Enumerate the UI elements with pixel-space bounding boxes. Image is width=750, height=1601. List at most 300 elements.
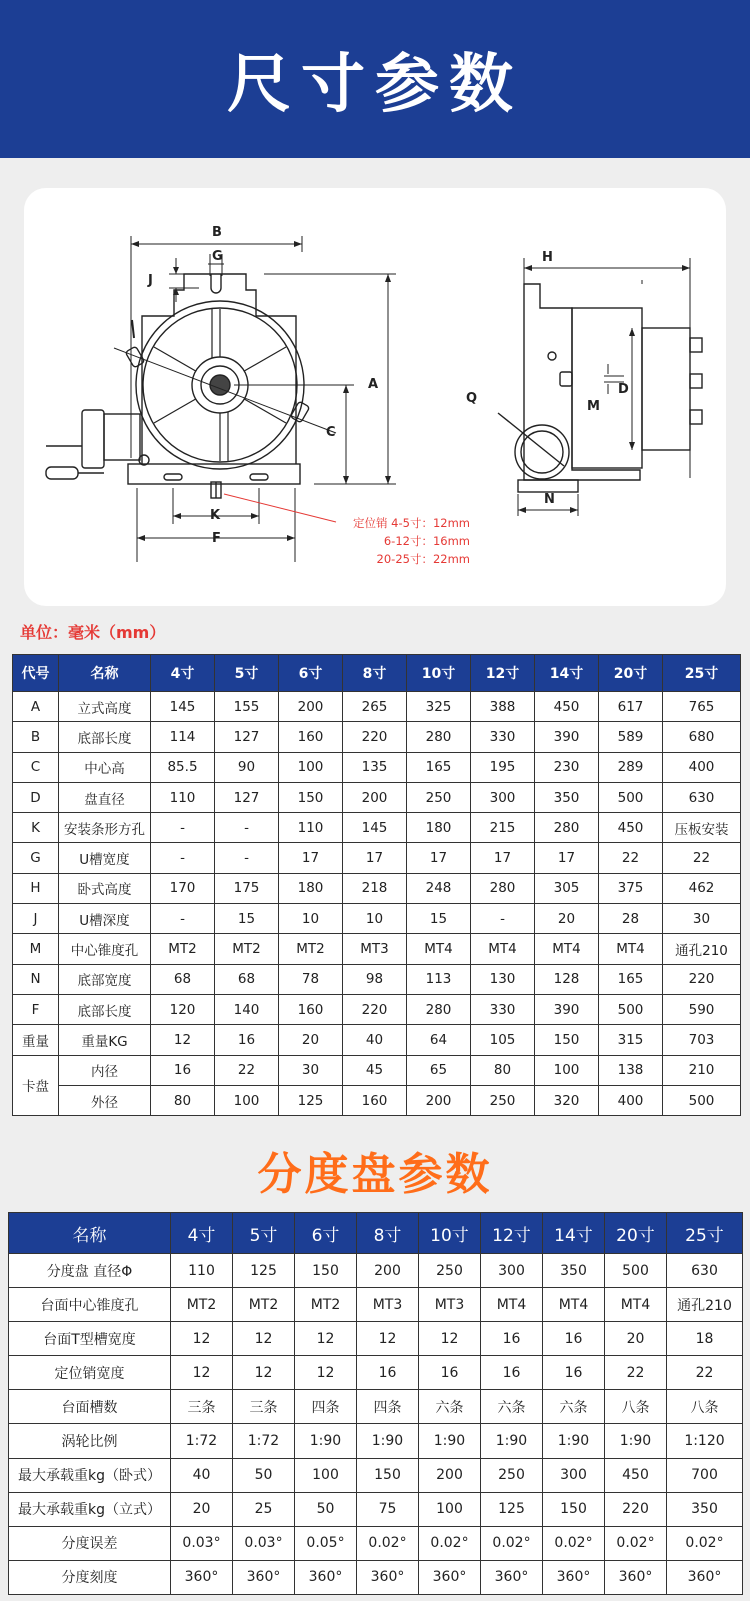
- table-cell: 135: [343, 752, 407, 782]
- table-cell: U槽宽度: [59, 843, 151, 873]
- table-cell: 17: [471, 843, 535, 873]
- table-cell: MT2: [215, 934, 279, 964]
- table-cell: 立式高度: [59, 692, 151, 722]
- table-cell: M: [13, 934, 59, 964]
- table-cell: 280: [407, 722, 471, 752]
- table-cell: 390: [535, 994, 599, 1024]
- table-cell: 12: [295, 1356, 357, 1390]
- table-cell: 150: [543, 1492, 605, 1526]
- table-cell: 底部宽度: [59, 964, 151, 994]
- table-cell: 127: [215, 782, 279, 812]
- table-cell: 80: [471, 1055, 535, 1085]
- table-cell: 150: [535, 1025, 599, 1055]
- header-cell: 5寸: [233, 1213, 295, 1254]
- table-cell: 400: [663, 752, 741, 782]
- label-g: G: [212, 249, 223, 264]
- table-cell: 220: [343, 994, 407, 1024]
- table-cell: 18: [667, 1322, 743, 1356]
- table-cell: 120: [151, 994, 215, 1024]
- table-cell: 160: [279, 994, 343, 1024]
- header-cell: 25寸: [667, 1213, 743, 1254]
- table-row: [13, 964, 741, 994]
- table-cell: 16: [543, 1322, 605, 1356]
- table-cell: 中心高: [59, 752, 151, 782]
- table-cell: -: [215, 843, 279, 873]
- table-cell: 八条: [667, 1390, 743, 1424]
- table-cell: 台面中心锥度孔: [9, 1288, 171, 1322]
- table-cell: 100: [215, 1085, 279, 1115]
- table-cell: 200: [419, 1458, 481, 1492]
- table-cell: 12: [171, 1356, 233, 1390]
- table-cell: 通孔210: [667, 1288, 743, 1322]
- pin-note: [320, 514, 470, 568]
- table-cell: 定位销宽度: [9, 1356, 171, 1390]
- header-cell: 14寸: [535, 655, 599, 692]
- table-cell: 450: [599, 813, 663, 843]
- table-cell: 台面槽数: [9, 1390, 171, 1424]
- table-cell: 78: [279, 964, 343, 994]
- table-cell: 重量: [13, 1025, 59, 1055]
- table-cell: 三条: [233, 1390, 295, 1424]
- table-cell: F: [13, 994, 59, 1024]
- table-cell: 台面T型槽宽度: [9, 1322, 171, 1356]
- table-row: [13, 722, 741, 752]
- table-cell: 250: [407, 782, 471, 812]
- table-cell: 重量KG: [59, 1025, 151, 1055]
- header-cell: 4寸: [171, 1213, 233, 1254]
- table-cell: 16: [215, 1025, 279, 1055]
- table-cell: 16: [543, 1356, 605, 1390]
- table-cell: 305: [535, 873, 599, 903]
- table-cell: 360°: [357, 1560, 419, 1594]
- table-cell: 30: [663, 904, 741, 934]
- table-cell: 218: [343, 873, 407, 903]
- table-cell: 50: [295, 1492, 357, 1526]
- dimension-table: [12, 654, 741, 1116]
- table-cell: MT4: [599, 934, 663, 964]
- table-cell: 六条: [419, 1390, 481, 1424]
- table-cell: 22: [663, 843, 741, 873]
- pin-note-line-3: 20-25寸：22mm: [376, 552, 470, 566]
- table-cell: 140: [215, 994, 279, 1024]
- base-slot-left: [164, 474, 182, 480]
- table-cell: 170: [151, 873, 215, 903]
- table-cell: 六条: [543, 1390, 605, 1424]
- header-cell: 8寸: [357, 1213, 419, 1254]
- table-cell: 分度盘 直径Φ: [9, 1254, 171, 1288]
- table-cell: 内径: [59, 1055, 151, 1085]
- header-cell: 10寸: [407, 655, 471, 692]
- table-cell: 138: [599, 1055, 663, 1085]
- table-cell: 165: [599, 964, 663, 994]
- table-cell: 28: [599, 904, 663, 934]
- table-cell: 20: [171, 1492, 233, 1526]
- table-cell: MT3: [419, 1288, 481, 1322]
- table-row: [9, 1424, 743, 1458]
- handwheel-knob: [46, 467, 78, 479]
- table-cell: 150: [295, 1254, 357, 1288]
- table-cell: 200: [343, 782, 407, 812]
- table-cell: C: [13, 752, 59, 782]
- table-cell: 17: [343, 843, 407, 873]
- table-cell: 280: [535, 813, 599, 843]
- index-table: [8, 1212, 743, 1595]
- table-cell: 110: [171, 1254, 233, 1288]
- table-cell: 22: [599, 843, 663, 873]
- table-cell: 六条: [481, 1390, 543, 1424]
- table-cell: 12: [419, 1322, 481, 1356]
- table-cell: 四条: [295, 1390, 357, 1424]
- table-cell: 130: [471, 964, 535, 994]
- table-cell: 0.02°: [667, 1526, 743, 1560]
- table-cell: 1:90: [419, 1424, 481, 1458]
- table-cell: 700: [667, 1458, 743, 1492]
- label-a: A: [368, 377, 379, 392]
- table-cell: 通孔210: [663, 934, 741, 964]
- table-cell: 1:72: [171, 1424, 233, 1458]
- table-cell: D: [13, 782, 59, 812]
- table-cell: 12: [171, 1322, 233, 1356]
- table-cell: 150: [279, 782, 343, 812]
- table-cell: 375: [599, 873, 663, 903]
- table-cell: 113: [407, 964, 471, 994]
- table-cell: 125: [279, 1085, 343, 1115]
- table-cell: B: [13, 722, 59, 752]
- table-cell: 1:90: [543, 1424, 605, 1458]
- table-cell: 210: [663, 1055, 741, 1085]
- table-cell: -: [151, 904, 215, 934]
- table-cell: 40: [343, 1025, 407, 1055]
- table-cell: 安装条形方孔: [59, 813, 151, 843]
- table-cell: 500: [599, 994, 663, 1024]
- table-cell: 703: [663, 1025, 741, 1055]
- table-cell: 22: [215, 1055, 279, 1085]
- table-row: [13, 1025, 741, 1055]
- table-cell: A: [13, 692, 59, 722]
- table-cell: 12: [151, 1025, 215, 1055]
- table-cell: 230: [535, 752, 599, 782]
- table-cell: 360°: [171, 1560, 233, 1594]
- table-cell: 630: [667, 1254, 743, 1288]
- table-cell: MT2: [171, 1288, 233, 1322]
- table-row: [13, 873, 741, 903]
- table-cell: 320: [535, 1085, 599, 1115]
- table-row: [13, 904, 741, 934]
- table-cell: 16: [481, 1356, 543, 1390]
- table-cell: 680: [663, 722, 741, 752]
- table-cell: -: [471, 904, 535, 934]
- table-row: [9, 1390, 743, 1424]
- index-section-title: 分度盘参数: [257, 1149, 493, 1200]
- table-cell: 64: [407, 1025, 471, 1055]
- table-cell: 145: [151, 692, 215, 722]
- handwheel: [82, 410, 104, 468]
- table-cell: 98: [343, 964, 407, 994]
- table-cell: 22: [667, 1356, 743, 1390]
- table-cell: 150: [357, 1458, 419, 1492]
- table-row: [9, 1254, 743, 1288]
- table-cell: MT4: [481, 1288, 543, 1322]
- table-cell: 160: [343, 1085, 407, 1115]
- table-cell: MT4: [407, 934, 471, 964]
- table-cell: 315: [599, 1025, 663, 1055]
- table-cell: 1:72: [233, 1424, 295, 1458]
- table-cell: 114: [151, 722, 215, 752]
- table-cell: MT4: [535, 934, 599, 964]
- table-cell: 165: [407, 752, 471, 782]
- side-dimension-lines: [518, 258, 690, 516]
- table-cell: 0.03°: [171, 1526, 233, 1560]
- table-cell: 0.03°: [233, 1526, 295, 1560]
- table-cell: 八条: [605, 1390, 667, 1424]
- table-cell: 350: [667, 1492, 743, 1526]
- header-cell: 6寸: [279, 655, 343, 692]
- table-cell: 350: [535, 782, 599, 812]
- table-cell: 289: [599, 752, 663, 782]
- table-cell: 10: [279, 904, 343, 934]
- table-cell: 360°: [295, 1560, 357, 1594]
- table-cell: 589: [599, 722, 663, 752]
- table-cell: 0.02°: [481, 1526, 543, 1560]
- title-banner: [0, 0, 750, 158]
- table-row: [9, 1322, 743, 1356]
- table-cell: 105: [471, 1025, 535, 1055]
- table-cell: 最大承载重kg（卧式）: [9, 1458, 171, 1492]
- table-cell: 330: [471, 722, 535, 752]
- label-j: J: [148, 273, 153, 288]
- table-cell: 40: [171, 1458, 233, 1492]
- unit-label: 单位：毫米（mm）: [20, 623, 166, 642]
- table-cell: 50: [233, 1458, 295, 1492]
- table-row: [13, 1055, 741, 1085]
- worm-housing: [104, 414, 140, 460]
- table-cell: 16: [481, 1322, 543, 1356]
- table-row: [13, 994, 741, 1024]
- table-cell: 底部长度: [59, 722, 151, 752]
- table-cell: 330: [471, 994, 535, 1024]
- table-row: [13, 934, 741, 964]
- table-cell: 360°: [481, 1560, 543, 1594]
- chuck-label-cell: 卡盘: [13, 1055, 59, 1116]
- table-cell: MT4: [543, 1288, 605, 1322]
- table-cell: 500: [663, 1085, 741, 1115]
- table-cell: 12: [233, 1322, 295, 1356]
- table-row: [9, 1458, 743, 1492]
- label-f: F: [212, 531, 221, 546]
- table-row: [9, 1526, 743, 1560]
- table-cell: 16: [151, 1055, 215, 1085]
- table-cell: 15: [215, 904, 279, 934]
- side-chuck-body: [642, 328, 690, 450]
- table-cell: 0.02°: [605, 1526, 667, 1560]
- header-cell: 4寸: [151, 655, 215, 692]
- table-cell: 325: [407, 692, 471, 722]
- table-row: [9, 1288, 743, 1322]
- table-cell: 280: [407, 994, 471, 1024]
- table-cell: 分度误差: [9, 1526, 171, 1560]
- table-cell: 90: [215, 752, 279, 782]
- table-cell: 220: [343, 722, 407, 752]
- table-row: [13, 782, 741, 812]
- table-cell: 200: [279, 692, 343, 722]
- dimension-table-header: [13, 655, 741, 692]
- header-cell: 25寸: [663, 655, 741, 692]
- table-cell: MT4: [605, 1288, 667, 1322]
- table-cell: MT2: [279, 934, 343, 964]
- header-cell: 12寸: [471, 655, 535, 692]
- table-cell: 85.5: [151, 752, 215, 782]
- table-row: [9, 1560, 743, 1594]
- table-cell: K: [13, 813, 59, 843]
- header-cell: 20寸: [605, 1213, 667, 1254]
- header-cell: 名称: [9, 1213, 171, 1254]
- table-cell: 388: [471, 692, 535, 722]
- table-cell: 20: [605, 1322, 667, 1356]
- table-cell: 四条: [357, 1390, 419, 1424]
- table-cell: G: [13, 843, 59, 873]
- table-cell: 195: [471, 752, 535, 782]
- label-k: K: [210, 508, 221, 523]
- table-cell: 155: [215, 692, 279, 722]
- table-cell: 压板安装: [663, 813, 741, 843]
- table-row: [13, 813, 741, 843]
- label-b: B: [212, 225, 222, 240]
- table-cell: MT3: [357, 1288, 419, 1322]
- table-cell: 1:90: [481, 1424, 543, 1458]
- table-cell: 1:90: [357, 1424, 419, 1458]
- table-cell: 500: [599, 782, 663, 812]
- table-cell: J: [13, 904, 59, 934]
- header-cell: 12寸: [481, 1213, 543, 1254]
- side-chuck-jaws: [690, 338, 702, 424]
- table-cell: 280: [471, 873, 535, 903]
- table-cell: 16: [357, 1356, 419, 1390]
- table-cell: 127: [215, 722, 279, 752]
- label-h: H: [542, 250, 553, 265]
- table-cell: 卧式高度: [59, 873, 151, 903]
- table-cell: U槽深度: [59, 904, 151, 934]
- table-cell: 20: [535, 904, 599, 934]
- table-cell: 220: [663, 964, 741, 994]
- table-cell: 0.05°: [295, 1526, 357, 1560]
- front-base: [128, 464, 300, 484]
- table-cell: 300: [471, 782, 535, 812]
- table-row: [13, 843, 741, 873]
- table-cell: 250: [471, 1085, 535, 1115]
- hub-bore: [210, 375, 230, 395]
- table-cell: 300: [481, 1254, 543, 1288]
- table-cell: N: [13, 964, 59, 994]
- table-cell: 400: [599, 1085, 663, 1115]
- table-cell: 10: [343, 904, 407, 934]
- table-cell: 100: [279, 752, 343, 782]
- table-cell: 12: [233, 1356, 295, 1390]
- table-row: [13, 752, 741, 782]
- side-pin: [560, 372, 572, 386]
- side-view: [498, 258, 702, 516]
- table-cell: 20: [279, 1025, 343, 1055]
- table-cell: 500: [605, 1254, 667, 1288]
- table-cell: 底部长度: [59, 994, 151, 1024]
- table-cell: 765: [663, 692, 741, 722]
- header-cell: 5寸: [215, 655, 279, 692]
- table-cell: 360°: [233, 1560, 295, 1594]
- dimension-drawing-card: [24, 188, 726, 606]
- table-cell: 180: [407, 813, 471, 843]
- table-cell: 68: [151, 964, 215, 994]
- table-cell: 215: [471, 813, 535, 843]
- table-cell: 200: [407, 1085, 471, 1115]
- table-cell: 360°: [667, 1560, 743, 1594]
- u-slot-top: [211, 274, 221, 293]
- table-cell: 12: [295, 1322, 357, 1356]
- base-slot-right: [250, 474, 268, 480]
- table-cell: 最大承载重kg（立式）: [9, 1492, 171, 1526]
- table-cell: 分度刻度: [9, 1560, 171, 1594]
- table-cell: 80: [151, 1085, 215, 1115]
- table-cell: 360°: [419, 1560, 481, 1594]
- table-row: [13, 692, 741, 722]
- table-cell: MT2: [295, 1288, 357, 1322]
- table-cell: 22: [605, 1356, 667, 1390]
- table-cell: 110: [279, 813, 343, 843]
- table-cell: 100: [535, 1055, 599, 1085]
- table-row: [13, 1085, 741, 1115]
- table-cell: 17: [279, 843, 343, 873]
- table-cell: -: [151, 843, 215, 873]
- table-cell: 68: [215, 964, 279, 994]
- header-cell: 14寸: [543, 1213, 605, 1254]
- table-cell: 617: [599, 692, 663, 722]
- table-cell: 200: [357, 1254, 419, 1288]
- table-cell: 100: [295, 1458, 357, 1492]
- table-cell: 17: [535, 843, 599, 873]
- table-cell: MT2: [151, 934, 215, 964]
- table-cell: 外径: [59, 1085, 151, 1115]
- table-cell: 30: [279, 1055, 343, 1085]
- table-cell: 1:90: [295, 1424, 357, 1458]
- header-cell: 10寸: [419, 1213, 481, 1254]
- table-cell: 65: [407, 1055, 471, 1085]
- table-cell: 248: [407, 873, 471, 903]
- table-cell: 462: [663, 873, 741, 903]
- table-cell: 100: [419, 1492, 481, 1526]
- header-cell: 名称: [59, 655, 151, 692]
- table-cell: 75: [357, 1492, 419, 1526]
- table-cell: 350: [543, 1254, 605, 1288]
- table-cell: 390: [535, 722, 599, 752]
- header-cell: 6寸: [295, 1213, 357, 1254]
- table-cell: 300: [543, 1458, 605, 1492]
- table-cell: 450: [605, 1458, 667, 1492]
- table-cell: 15: [407, 904, 471, 934]
- header-cell: 代号: [13, 655, 59, 692]
- table-cell: 128: [535, 964, 599, 994]
- table-cell: 125: [481, 1492, 543, 1526]
- table-cell: 265: [343, 692, 407, 722]
- table-cell: MT3: [343, 934, 407, 964]
- header-cell: 8寸: [343, 655, 407, 692]
- table-cell: 25: [233, 1492, 295, 1526]
- table-cell: 175: [215, 873, 279, 903]
- table-cell: 三条: [171, 1390, 233, 1424]
- page-title: 尺寸参数: [227, 48, 523, 122]
- front-arrowheads: [131, 241, 391, 541]
- table-cell: 360°: [543, 1560, 605, 1594]
- table-cell: 630: [663, 782, 741, 812]
- pin-note-line-2: 6-12寸：16mm: [383, 534, 470, 548]
- label-q: Q: [466, 391, 478, 406]
